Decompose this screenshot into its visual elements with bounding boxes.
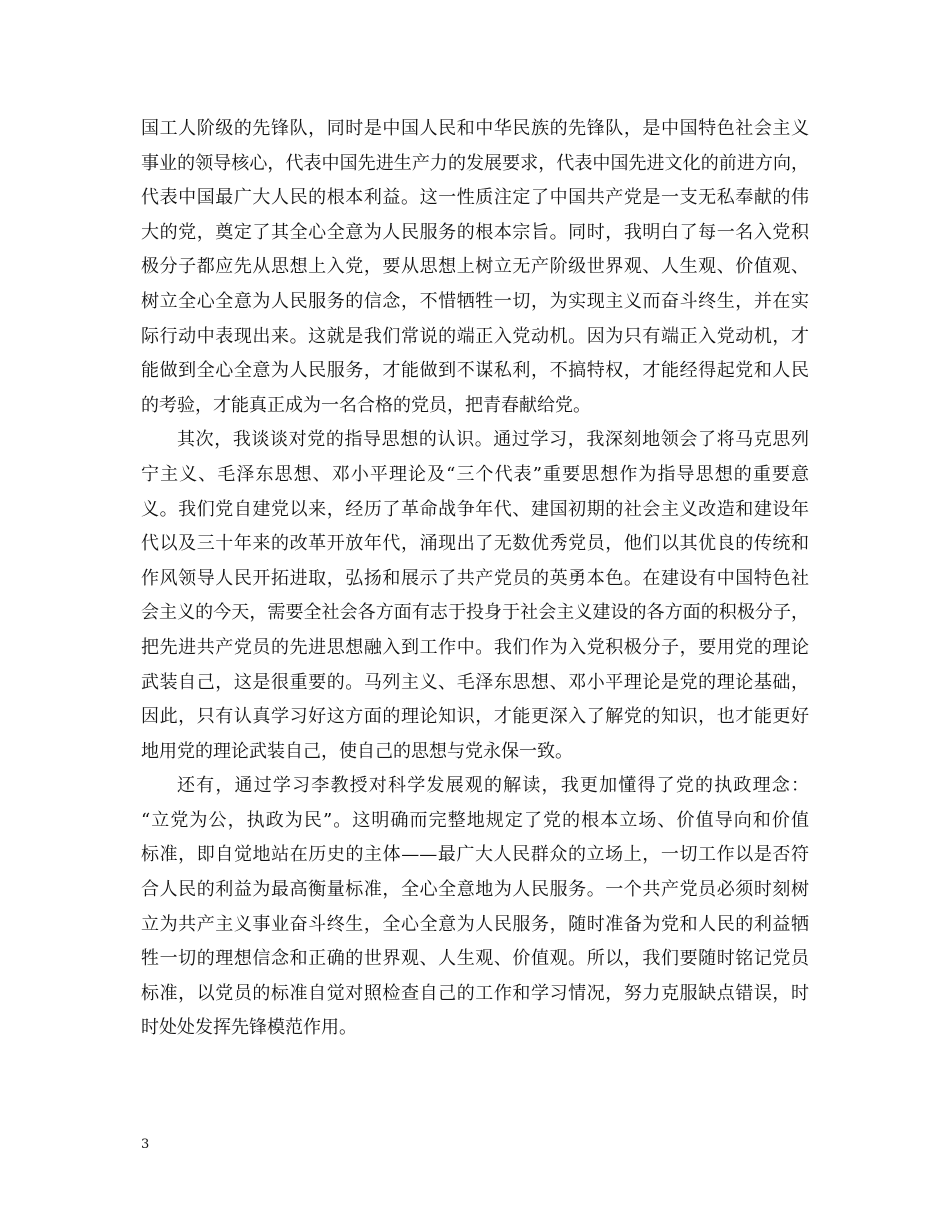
- paragraph: [141, 769, 809, 1046]
- text-line: 国工人阶级的先锋队，同时是中国人民和中华民族的先锋队，是中国特色社会主义: [141, 118, 809, 139]
- text-line: 立为共产主义事业奋斗终生，全心全意为人民服务，随时准备为党和人民的利益牺: [141, 913, 809, 935]
- text-line: 大的党，奠定了其全心全意为人民服务的根本宗旨。同时，我明白了每一名入党积: [141, 221, 809, 243]
- text-line: 代表中国最广大人民的根本利益。这一性质注定了中国共产党是一支无私奉献的伟: [141, 187, 809, 209]
- text-line: 义。我们党自建党以来，经历了革命战争年代、建国初期的社会主义改造和建设年: [141, 498, 809, 520]
- text-line: 时处处发挥先锋模范作用。: [141, 1017, 357, 1039]
- text-line: 把先进共产党员的先进思想融入到工作中。我们作为入党积极分子，要用党的理论: [141, 636, 809, 658]
- text-line: “立党为公，执政为民”。这明确而完整地规定了党的根本立场、价值导向和价值: [141, 809, 809, 831]
- paragraph: [141, 112, 809, 423]
- text-line: 的考验，才能真正成为一名合格的党员，把青春献给党。: [141, 394, 591, 416]
- text-line: 极分子都应先从思想上入党，要从思想上树立无产阶级世界观、人生观、价值观、: [141, 256, 809, 278]
- text-line: 标准，即自觉地站在历史的主体——最广大人民群众的立场上，一切工作以是否符: [141, 844, 809, 866]
- text-line: 标准，以党员的标准自觉对照检查自己的工作和学习情况，努力克服缺点错误，时: [141, 982, 809, 1004]
- text-line: 地用党的理论武装自己，使自己的思想与党永保一致。: [141, 740, 573, 762]
- text-line: 代以及三十年来的改革开放年代，涌现出了无数优秀党员，他们以其优良的传统和: [141, 533, 809, 555]
- body-text: [141, 112, 809, 1046]
- text-line: 合人民的利益为最高衡量标准，全心全意地为人民服务。一个共产党员必须时刻树: [141, 879, 809, 901]
- paragraph: [141, 423, 809, 769]
- text-line: 其次，我谈谈对党的指导思想的认识。通过学习，我深刻地领会了将马克思列: [177, 429, 809, 451]
- text-line: 事业的领导核心，代表中国先进生产力的发展要求，代表中国先进文化的前进方向，: [141, 152, 809, 174]
- text-line: 还有，通过学习李教授对科学发展观的解读，我更加懂得了党的执政理念：: [177, 775, 809, 797]
- text-line: 际行动中表现出来。这就是我们常说的端正入党动机。因为只有端正入党动机，才: [141, 325, 809, 347]
- page-number: 3: [141, 1137, 150, 1152]
- text-line: 因此，只有认真学习好这方面的理论知识，才能更深入了解党的知识，也才能更好: [141, 706, 809, 728]
- text-line: 牲一切的理想信念和正确的世界观、人生观、价值观。所以，我们要随时铭记党员: [141, 948, 809, 970]
- text-line: 树立全心全意为人民服务的信念，不惜牺牲一切，为实现主义而奋斗终生，并在实: [141, 290, 809, 312]
- text-line: 能做到全心全意为人民服务，才能做到不谋私利，不搞特权，才能经得起党和人民: [141, 360, 809, 382]
- text-line: 宁主义、毛泽东思想、邓小平理论及“三个代表”重要思想作为指导思想的重要意: [141, 463, 809, 485]
- text-line: 作风领导人民开拓进取，弘扬和展示了共产党员的英勇本色。在建设有中国特色社: [141, 567, 809, 589]
- text-line: 武装自己，这是很重要的。马列主义、毛泽东思想、邓小平理论是党的理论基础，: [141, 671, 809, 693]
- text-line: 会主义的今天，需要全社会各方面有志于投身于社会主义建设的各方面的积极分子，: [141, 602, 809, 624]
